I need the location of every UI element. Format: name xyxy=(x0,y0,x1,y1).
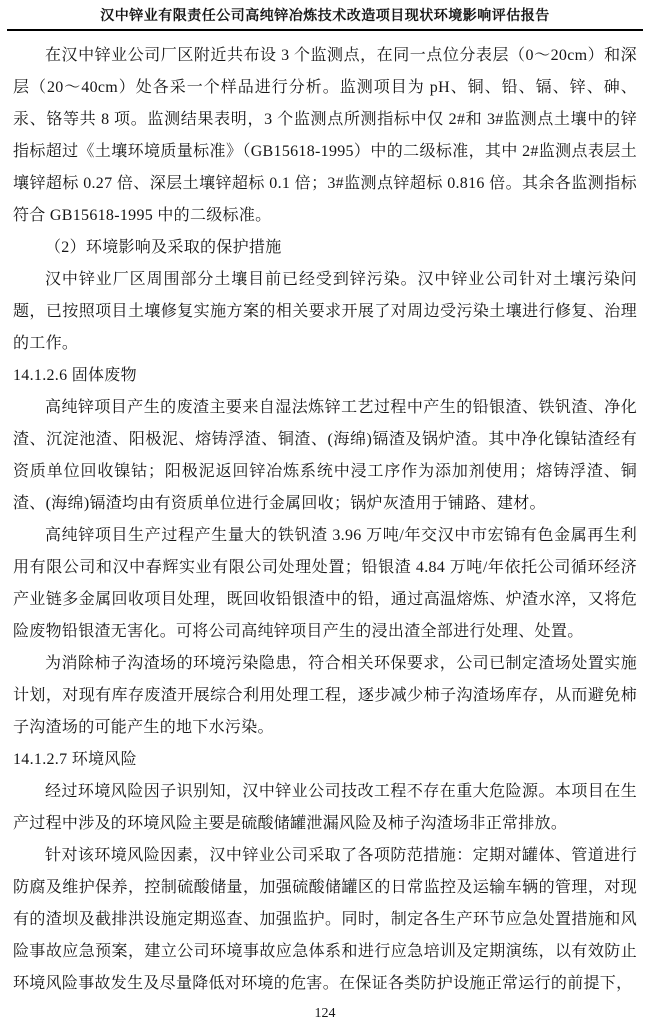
paragraph-waste-slag-sources: 高纯锌项目产生的废渣主要来自湿法炼锌工艺过程中产生的铅银渣、铁钒渣、净化渣、沉淀池渣、阳极泥、熔铸浮渣、铜渣、(海绵)镉渣及锅炉渣。其中净化镍钴渣经有资质单位回收镍钴；阳极泥返回锌冶炼系统中浸工序作为添加剂使用；熔铸浮渣、铜渣、(海绵)镉渣均由有资质单位进行金属回收；锅炉灰渣用于铺路、建材。 xyxy=(13,399,637,512)
paragraph-risk-prevention: 针对该环境风险因素，汉中锌业公司采取了各项防范措施：定期对罐体、管道进行防腐及维护保养，控制硫酸储量，加强硫酸储罐区的日常监控及运输车辆的管理，对现有的渣坝及截排洪设施定期巡查、加强监护。同时，制定各生产环节应急处置措施和风险事故应急预案，建立公司环境事故应急体系和进行应急培训及定期演练，以有效防止环境风险事故发生及尽量降低对环境的危害。在保证各类防护设施正常运行的前提下， xyxy=(13,847,637,992)
paragraph-risk-identification: 经过环境风险因子识别知，汉中锌业公司技改工程不存在重大危险源。本项目在生产过程中涉及的环境风险主要是硫酸储罐泄漏风险及柿子沟渣场非正常排放。 xyxy=(13,783,637,832)
page-number: 124 xyxy=(314,1006,336,1021)
paragraph-slag-disposal: 高纯锌项目生产过程产生量大的铁钒渣 3.96 万吨/年交汉中市宏锦有色金属再生利用有限公司和汉中春辉实业有限公司处理处置；铅银渣 4.84 万吨/年依托公司循环经济产业链多金属回收项目处理，既回收铅银渣中的铅，通过高温熔炼、炉渣水淬，又将危险废物铅银渣无害化。可将公司高纯锌项目产生的浸出渣全部进行处理、处置。 xyxy=(13,527,637,640)
page-header-title: 汉中锌业有限责任公司高纯锌冶炼技术改造项目现状环境影响评估报告 xyxy=(100,9,550,24)
paragraph-env-impact-measures-label: （2）环境影响及采取的保护措施 xyxy=(45,239,282,256)
paragraph-soil-monitoring: 在汉中锌业公司厂区附近共布设 3 个监测点，在同一点位分表层（0～20cm）和深层（20～40cm）处各采一个样品进行分析。监测项目为 pH、铜、铅、镉、锌、砷、汞、铬等共 8 项。监测结果表明，3 个监测点所测指标中仅 2#和 3#监测点土壤中的锌指标超过《土壤环境质量标准》（GB15618-1995）中的二级标准，其中 2#监测点表层土壤锌超标 0.27 倍、深层土壤锌超标 0.1 倍；3#监测点锌超标 0.816 倍。其余各监测指标符合 GB15618-1995 中的二级标准。 xyxy=(13,47,637,224)
document-body xyxy=(13,40,637,1002)
heading-environmental-risk: 14.1.2.7 环境风险 xyxy=(13,751,137,768)
paragraph-soil-remediation: 汉中锌业厂区周围部分土壤目前已经受到锌污染。汉中锌业公司针对土壤污染问题，已按照项目土壤修复实施方案的相关要求开展了对周边受污染土壤进行修复、治理的工作。 xyxy=(13,271,637,352)
header-divider xyxy=(7,29,643,31)
heading-solid-waste: 14.1.2.6 固体废物 xyxy=(13,367,137,384)
paragraph-shizigou-plan: 为消除柿子沟渣场的环境污染隐患，符合相关环保要求，公司已制定渣场处置实施计划，对现有库存废渣开展综合利用处理工程，逐步减少柿子沟渣场库存，从而避免柿子沟渣场的可能产生的地下水污染。 xyxy=(13,655,637,736)
